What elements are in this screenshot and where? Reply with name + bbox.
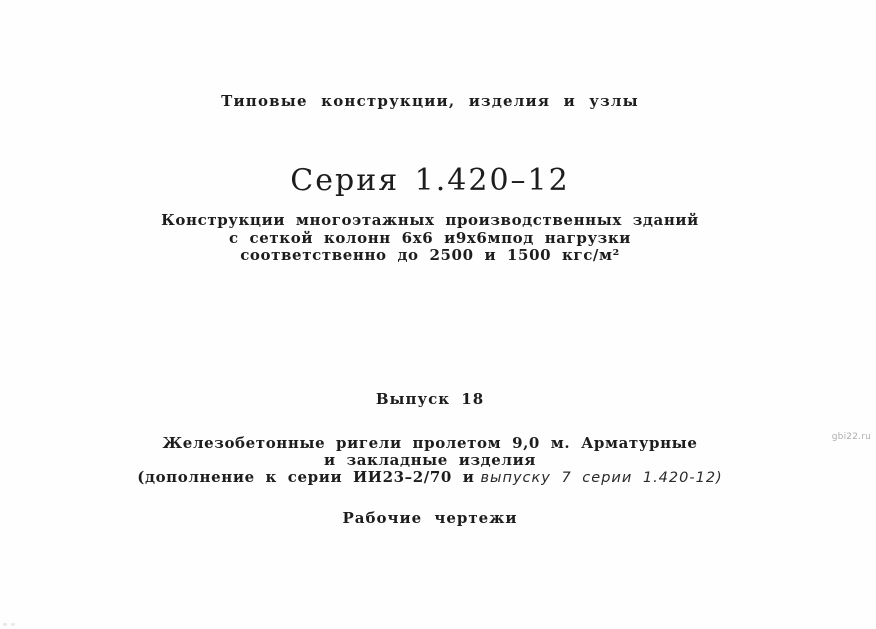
subject-line: и закладные изделия — [324, 451, 536, 469]
amendment-suffix: выпуску 7 серии 1.420-12) — [480, 470, 723, 486]
document-type: Рабочие чертежи — [342, 509, 518, 527]
subject-block — [0, 435, 860, 487]
description-block — [0, 212, 860, 265]
site-watermark: gbi22.ru — [831, 432, 871, 442]
description-line: с сеткой колонн 6х6 и9х6мпод нагрузки — [228, 228, 632, 247]
series-title: Серия 1.420–12 — [290, 163, 570, 198]
scan-artifact — [3, 623, 17, 626]
description-line: соответственно до 2500 и 1500 кгс/м² — [240, 246, 620, 264]
amendment-line — [0, 469, 860, 487]
description-line: Конструкции многоэтажных производственных зданий — [161, 211, 699, 229]
subject-line: Железобетонные ригели пролетом 9,0 м. Арматурные — [162, 434, 698, 452]
issue-number: Выпуск 18 — [375, 390, 485, 408]
amendment-prefix: (дополнение к серии ИИ23–2/70 и — [137, 468, 475, 486]
document-header: Типовые конструкции, изделия и узлы — [221, 92, 639, 110]
